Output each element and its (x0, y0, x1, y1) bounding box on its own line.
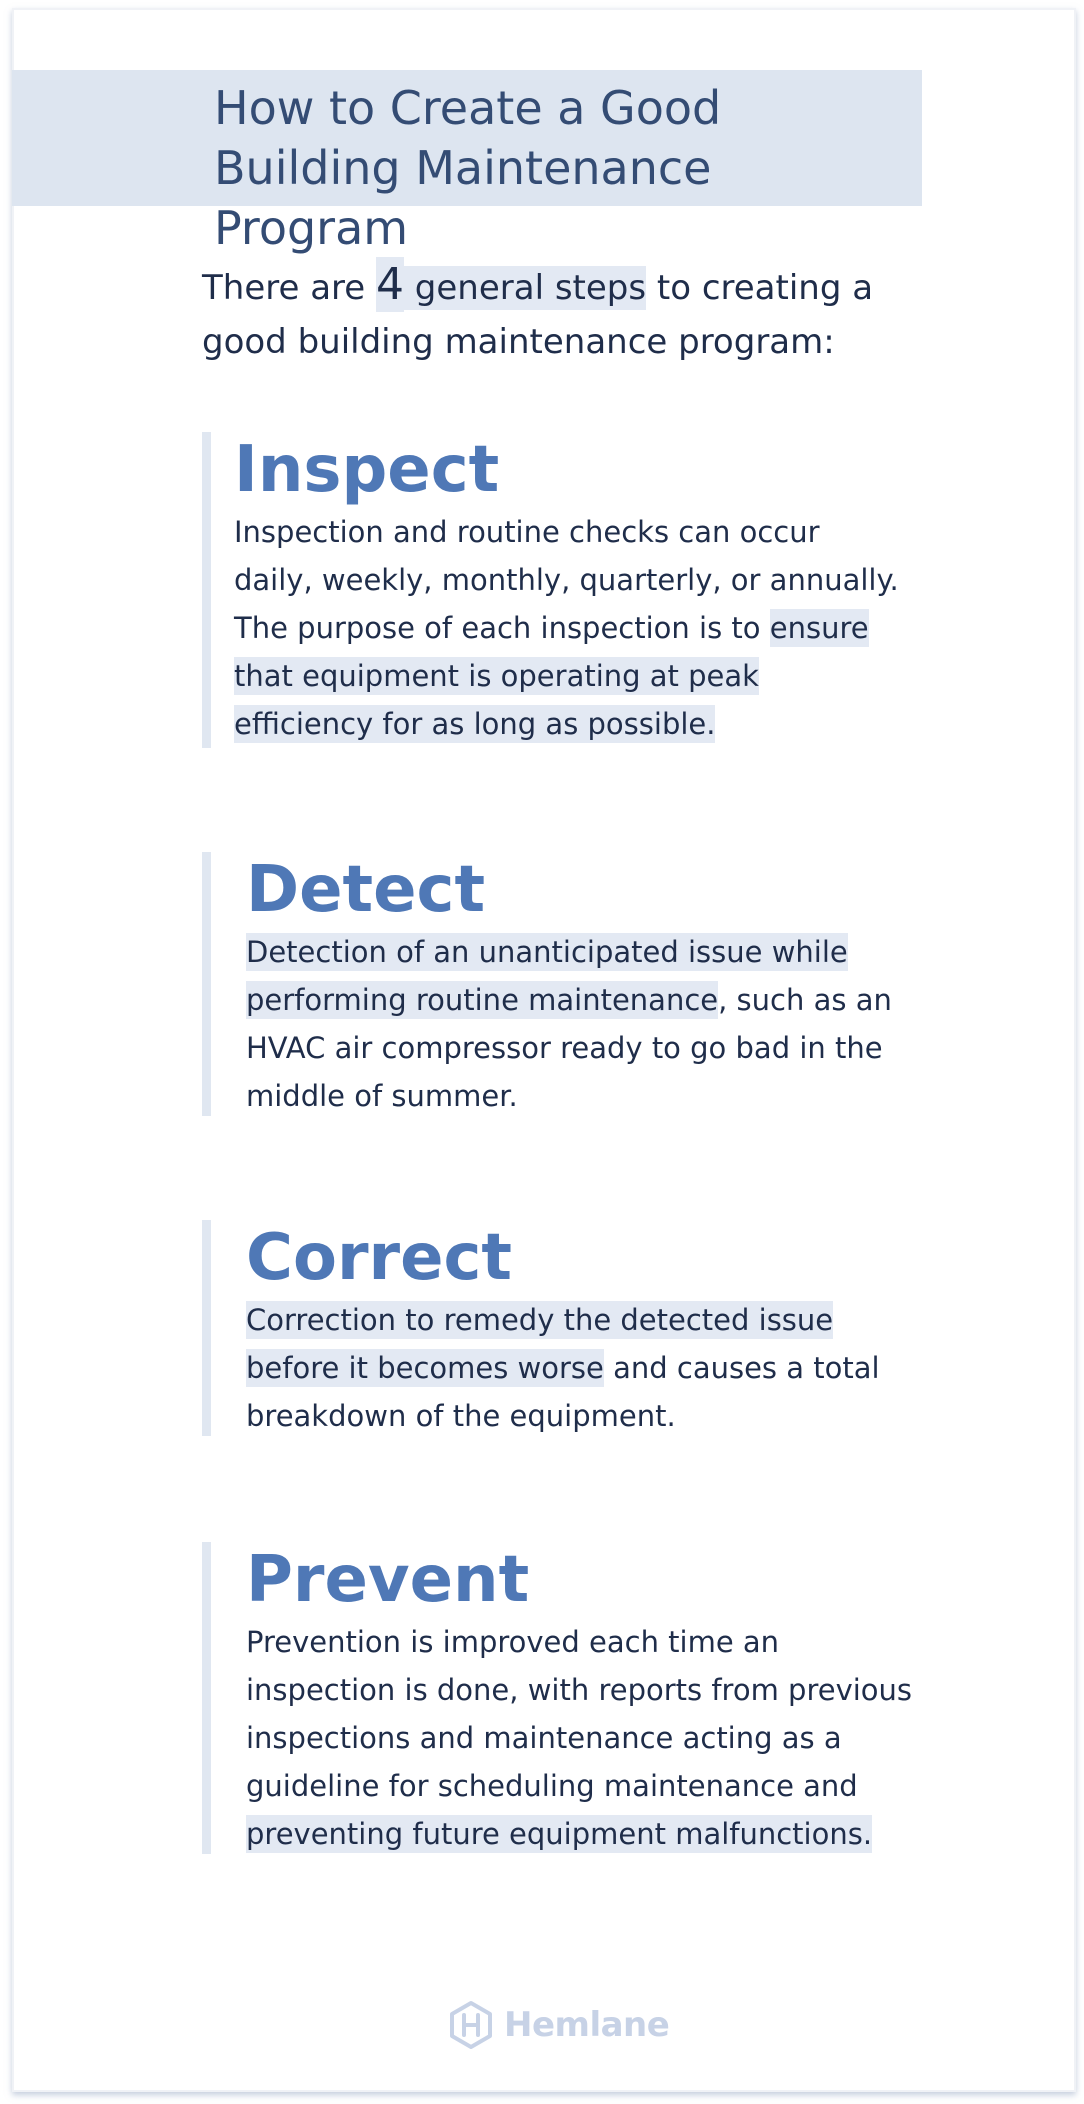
step-highlight: preventing future equipment malfunctions. (246, 1817, 873, 1851)
brand-name: Hemlane (504, 2005, 670, 2045)
intro-highlight: general steps (403, 268, 647, 308)
step-description (234, 508, 902, 748)
step-text: Prevention is improved each time an inspection is done, with reports from previous inspections and maintenance acting as a guideline for scheduling maintenance and (246, 1625, 913, 1803)
step-prevent (202, 1542, 922, 1854)
intro-text (202, 258, 902, 369)
step-text-after: , such as an HVAC air compressor ready to go bad in the middle of summer. (246, 983, 892, 1113)
step-highlight: Detection of an unanticipated issue while performing routine maintenance (246, 935, 848, 1017)
intro-before: There are (202, 268, 376, 308)
hemlane-logo-icon (446, 2000, 496, 2050)
step-title: Detect (246, 853, 486, 927)
step-description (246, 1296, 922, 1440)
footer-logo (446, 2000, 669, 2050)
step-highlight: ensure that equipment is operating at peak efficiency for as long as possible. (234, 611, 869, 741)
step-description (246, 1618, 922, 1858)
step-text: Inspection and routine checks can occur daily, weekly, monthly, quarterly, or annually. The purpose of each inspection is to (234, 515, 899, 645)
step-correct (202, 1220, 922, 1436)
step-detect (202, 852, 902, 1116)
intro-after: to creating a good building maintenance program: (202, 268, 874, 362)
page-title: How to Create a Good Building Maintenance Program (214, 81, 722, 255)
step-description (246, 928, 902, 1120)
step-text-after: and causes a total breakdown of the equipment. (246, 1351, 880, 1433)
step-count: 4 (375, 259, 404, 310)
step-inspect (202, 432, 902, 748)
step-title: Inspect (234, 433, 500, 507)
step-title: Correct (246, 1221, 512, 1295)
step-title: Prevent (246, 1543, 530, 1617)
step-highlight: Correction to remedy the detected issue before it becomes worse (246, 1303, 834, 1385)
